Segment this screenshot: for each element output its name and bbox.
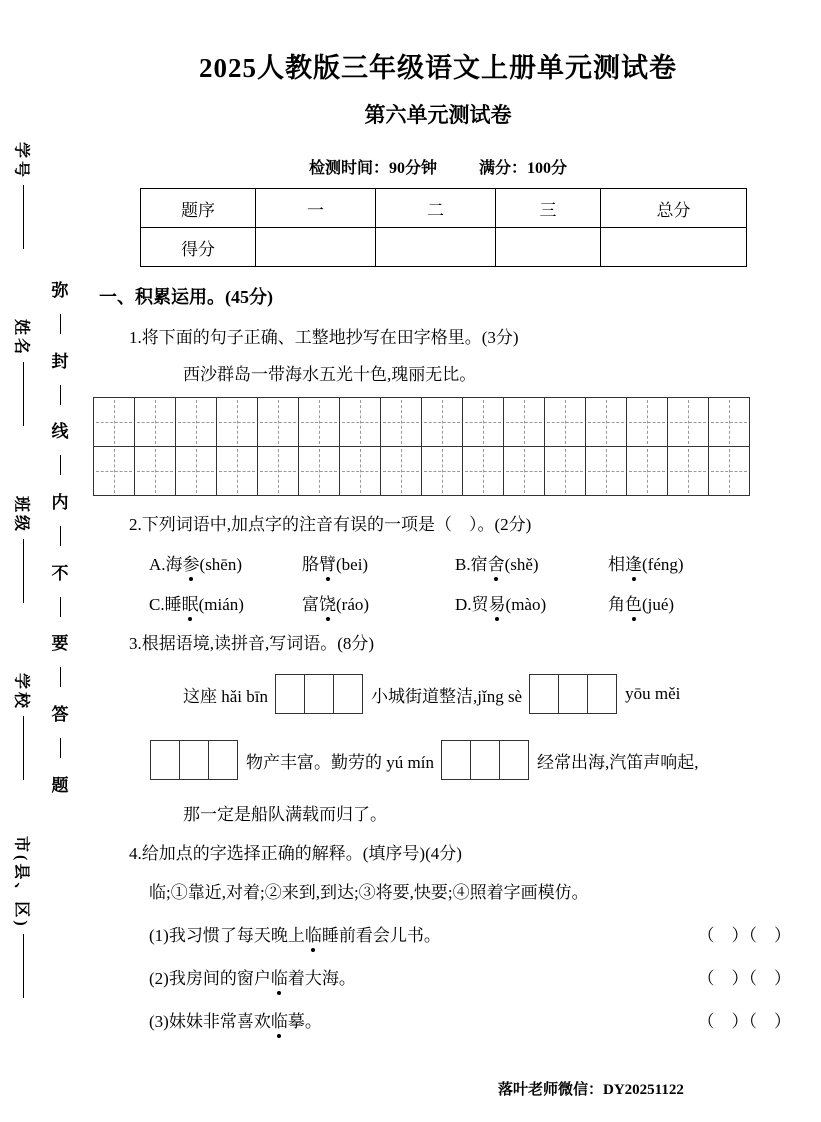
dotted-char: 色 bbox=[625, 595, 642, 614]
score-cell-empty-0 bbox=[256, 228, 376, 267]
tianzige-grid bbox=[94, 398, 791, 496]
answer-cell bbox=[208, 740, 238, 780]
tianzige-cell bbox=[503, 446, 545, 496]
pinyin-answer-grid bbox=[151, 740, 238, 780]
q3-prompt: 3.根据语境,读拼音,写词语。(8分) bbox=[129, 634, 375, 653]
dotted-char: 饶 bbox=[319, 595, 336, 614]
page-title: 2025人教版三年级语文上册单元测试卷 bbox=[199, 53, 677, 83]
dotted-char: 临 bbox=[270, 969, 288, 988]
tianzige-cell bbox=[421, 397, 463, 447]
margin-field-label: 学校 bbox=[12, 673, 30, 712]
seal-margin bbox=[0, 0, 82, 1122]
tianzige-cell bbox=[298, 446, 340, 496]
q3-text: 这座 hǎi bīn bbox=[183, 686, 268, 706]
score-cell-empty-3 bbox=[601, 228, 747, 267]
margin-field-1 bbox=[12, 142, 35, 249]
q3-text: yōu měi bbox=[625, 684, 681, 703]
q4-sentence: (3)妹妹非常喜欢临摹。 bbox=[149, 1012, 322, 1031]
q4-definitions: 临;①靠近,对着;②来到,到达;③将要,快要;④照着字画模仿。 bbox=[149, 883, 589, 902]
exam-full-score: 满分：100分 bbox=[479, 160, 568, 177]
answer-cell bbox=[587, 674, 617, 714]
exam-info-line bbox=[85, 155, 791, 178]
tianzige-cell bbox=[134, 446, 176, 496]
seal-text-char: 题 bbox=[51, 775, 69, 795]
q4-items bbox=[85, 921, 791, 1032]
q2-option: C.睡眠(mián) bbox=[149, 595, 244, 614]
tianzige-cell bbox=[462, 446, 504, 496]
tianzige-cell bbox=[544, 446, 586, 496]
margin-field-label: 市(县、区) bbox=[12, 836, 30, 929]
score-cell-empty-1 bbox=[376, 228, 496, 267]
seal-line-segment bbox=[60, 597, 61, 617]
tianzige-cell bbox=[667, 446, 709, 496]
score-table-header-cell-2: 二 bbox=[376, 189, 496, 228]
score-table-header-cell-3: 三 bbox=[496, 189, 601, 228]
score-table-score-row bbox=[141, 228, 747, 267]
seal-line-segment bbox=[60, 738, 61, 758]
margin-field-label: 姓名 bbox=[12, 319, 30, 358]
q3-text: 经常出海,汽笛声响起, bbox=[536, 752, 699, 772]
score-row-label: 得分 bbox=[141, 228, 256, 267]
q4-item bbox=[85, 964, 791, 989]
q2-option: B.宿舍(shě) bbox=[455, 555, 539, 574]
margin-field-label: 班级 bbox=[12, 496, 30, 535]
dotted-char: 舍 bbox=[487, 555, 505, 574]
margin-field-label: 学号 bbox=[12, 142, 30, 181]
q2-option-row bbox=[85, 550, 791, 575]
score-table-header-cell-1: 一 bbox=[256, 189, 376, 228]
answer-cell bbox=[470, 740, 500, 780]
margin-field-blank-line bbox=[23, 539, 24, 603]
tianzige-cell bbox=[462, 397, 504, 447]
pinyin-answer-grid bbox=[442, 740, 529, 780]
pinyin-answer-grid bbox=[276, 674, 363, 714]
dotted-char: 逢 bbox=[625, 555, 642, 574]
tianzige-cell bbox=[380, 446, 422, 496]
q3-line bbox=[85, 674, 791, 714]
seal-line-segment bbox=[60, 455, 61, 475]
seal-text-char: 不 bbox=[51, 563, 69, 583]
tianzige-cell bbox=[626, 397, 668, 447]
answer-cell bbox=[529, 674, 559, 714]
student-info-fields bbox=[8, 0, 38, 998]
paper-content bbox=[85, 0, 791, 1032]
seal-text-char: 封 bbox=[51, 351, 69, 371]
tianzige-cell bbox=[544, 397, 586, 447]
answer-cell bbox=[179, 740, 209, 780]
q1-prompt: 1.将下面的句子正确、工整地抄写在田字格里。(3分) bbox=[129, 328, 519, 347]
answer-cell bbox=[558, 674, 588, 714]
q2-options bbox=[85, 550, 791, 615]
tianzige-cell bbox=[585, 446, 627, 496]
tianzige-cell bbox=[175, 446, 217, 496]
seal-line-segment bbox=[60, 667, 61, 687]
dotted-char: 临 bbox=[270, 1012, 288, 1031]
tianzige-cell bbox=[175, 397, 217, 447]
tianzige-cell bbox=[708, 397, 750, 447]
score-table-header-row bbox=[141, 189, 747, 228]
q4-answer-blank: （ ）（ ） bbox=[697, 969, 791, 988]
q3-line bbox=[85, 800, 791, 825]
tianzige-cell bbox=[380, 397, 422, 447]
tianzige-row bbox=[94, 398, 791, 447]
q4-item bbox=[85, 1007, 791, 1032]
score-table bbox=[140, 188, 747, 267]
margin-field-blank-line bbox=[23, 934, 24, 998]
tianzige-cell bbox=[421, 446, 463, 496]
q4-prompt: 4.给加点的字选择正确的解释。(填序号)(4分) bbox=[129, 844, 462, 863]
seal-text-char: 内 bbox=[51, 493, 69, 513]
q2-option-row bbox=[85, 590, 791, 615]
margin-field-2 bbox=[12, 319, 35, 426]
margin-field-blank-line bbox=[23, 185, 24, 249]
answer-cell bbox=[441, 740, 471, 780]
dotted-char: 临 bbox=[304, 926, 322, 945]
tianzige-cell bbox=[216, 397, 258, 447]
tianzige-cell bbox=[339, 397, 381, 447]
q4-item bbox=[85, 921, 791, 946]
margin-field-blank-line bbox=[23, 716, 24, 780]
tianzige-cell bbox=[626, 446, 668, 496]
answer-cell bbox=[150, 740, 180, 780]
seal-line-segment bbox=[60, 385, 61, 405]
q2-option: 相逢(féng) bbox=[608, 555, 684, 574]
margin-field-3 bbox=[12, 496, 35, 603]
tianzige-row bbox=[94, 447, 791, 496]
answer-cell bbox=[499, 740, 529, 780]
tianzige-cell bbox=[93, 397, 135, 447]
seal-text-char: 要 bbox=[51, 634, 69, 654]
score-table-header-cell-4: 总分 bbox=[601, 189, 747, 228]
dotted-char: 易 bbox=[488, 595, 506, 614]
answer-cell bbox=[333, 674, 363, 714]
score-cell-empty-2 bbox=[496, 228, 601, 267]
margin-field-blank-line bbox=[23, 362, 24, 426]
q1-sentence: 西沙群岛一带海水五光十色,瑰丽无比。 bbox=[183, 365, 477, 384]
q3-text: 小城街道整洁,jǐng sè bbox=[371, 686, 523, 706]
margin-field-5 bbox=[12, 836, 35, 998]
footer-watermark: 落叶老师微信：DY20251122 bbox=[498, 1082, 684, 1098]
tianzige-cell bbox=[134, 397, 176, 447]
tianzige-cell bbox=[339, 446, 381, 496]
q2-option: 角色(jué) bbox=[608, 595, 675, 614]
tianzige-cell bbox=[216, 446, 258, 496]
page-subtitle: 第六单元测试卷 bbox=[364, 103, 512, 127]
tianzige-cell bbox=[503, 397, 545, 447]
answer-cell bbox=[304, 674, 334, 714]
seal-text-char: 弥 bbox=[51, 281, 69, 300]
answer-cell bbox=[275, 674, 305, 714]
q3-text: 那一定是船队满载而归了。 bbox=[183, 805, 387, 824]
q2-option: 胳臂(bei) bbox=[302, 555, 369, 574]
dotted-char: 参 bbox=[182, 555, 200, 574]
tianzige-cell bbox=[257, 397, 299, 447]
q3-passage bbox=[85, 674, 791, 825]
tianzige-cell bbox=[257, 446, 299, 496]
tianzige-cell bbox=[585, 397, 627, 447]
dotted-char: 臂 bbox=[319, 555, 336, 574]
tianzige-cell bbox=[667, 397, 709, 447]
q4-answer-blank: （ ）（ ） bbox=[697, 1012, 791, 1031]
seal-line-segment bbox=[60, 526, 61, 546]
pinyin-answer-grid bbox=[530, 674, 617, 714]
seal-line-segment bbox=[60, 314, 61, 334]
q2-prompt: 2.下列词语中,加点字的注音有误的一项是（ ）。(2分) bbox=[129, 515, 532, 534]
margin-field-4 bbox=[12, 673, 35, 780]
exam-time: 检测时间：90分钟 bbox=[308, 160, 437, 177]
seal-text-char: 线 bbox=[51, 422, 69, 442]
dotted-char: 眠 bbox=[181, 595, 199, 614]
score-table-header-cell-0: 题序 bbox=[141, 189, 256, 228]
q4-sentence: (2)我房间的窗户临着大海。 bbox=[149, 969, 356, 988]
q3-text: 物产丰富。勤劳的 yú mín bbox=[246, 752, 434, 772]
q2-option: D.贸易(mào) bbox=[455, 595, 547, 614]
q2-option: A.海参(shēn) bbox=[149, 555, 243, 574]
q4-sentence: (1)我习惯了每天晚上临睡前看会儿书。 bbox=[149, 926, 441, 945]
seal-text-char: 答 bbox=[51, 705, 69, 725]
section-heading: 一、积累运用。(45分) bbox=[99, 287, 273, 307]
q4-answer-blank: （ ）（ ） bbox=[697, 926, 791, 945]
tianzige-cell bbox=[708, 446, 750, 496]
q2-option: 富饶(ráo) bbox=[302, 595, 370, 614]
tianzige-cell bbox=[93, 446, 135, 496]
tianzige-cell bbox=[298, 397, 340, 447]
q3-line bbox=[85, 740, 791, 780]
seal-line-text bbox=[46, 276, 74, 796]
